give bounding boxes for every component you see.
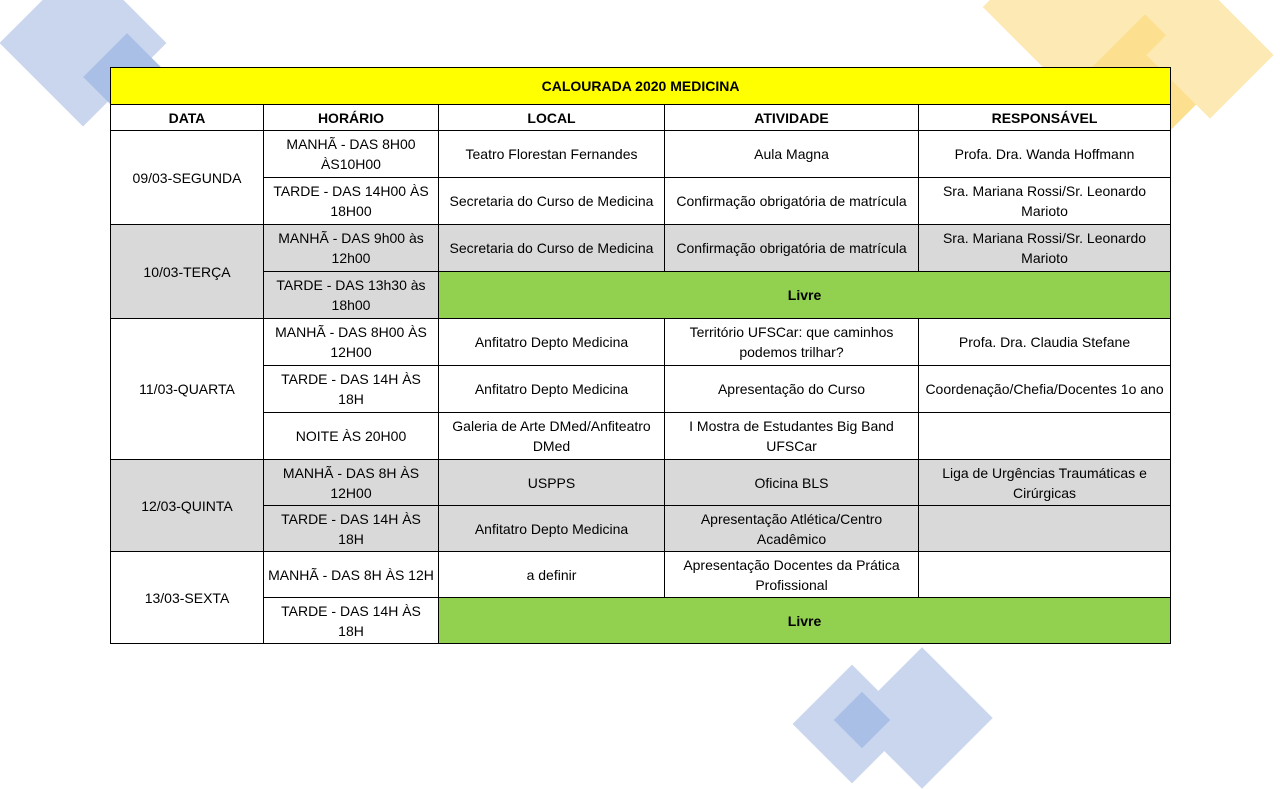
table-row xyxy=(111,178,1171,225)
date-cell: 09/03-SEGUNDA xyxy=(111,131,264,225)
location-cell: Teatro Florestan Fernandes xyxy=(439,131,665,178)
responsible-cell: Coordenação/Chefia/Docentes 1o ano xyxy=(919,366,1171,413)
responsible-cell xyxy=(919,413,1171,460)
table-row xyxy=(111,366,1171,413)
responsible-cell: Profa. Dra. Wanda Hoffmann xyxy=(919,131,1171,178)
responsible-cell: Liga de Urgências Traumáticas e Cirúrgicas xyxy=(919,460,1171,506)
activity-cell: Oficina BLS xyxy=(665,460,919,506)
table-row xyxy=(111,272,1171,319)
date-cell: 13/03-SEXTA xyxy=(111,552,264,644)
time-cell: TARDE - DAS 14H ÀS 18H xyxy=(264,506,439,552)
time-cell: TARDE - DAS 13h30 às 18h00 xyxy=(264,272,439,319)
date-cell: 11/03-QUARTA xyxy=(111,319,264,460)
time-cell: TARDE - DAS 14H ÀS 18H xyxy=(264,366,439,413)
column-header-responsavel: RESPONSÁVEL xyxy=(919,105,1171,131)
activity-cell: Território UFSCar: que caminhos podemos trilhar? xyxy=(665,319,919,366)
responsible-cell xyxy=(919,552,1171,598)
table-row xyxy=(111,460,1171,506)
activity-cell: Aula Magna xyxy=(665,131,919,178)
time-cell: NOITE ÀS 20H00 xyxy=(264,413,439,460)
table-row xyxy=(111,319,1171,366)
column-header-atividade: ATIVIDADE xyxy=(665,105,919,131)
location-cell: Anfitatro Depto Medicina xyxy=(439,506,665,552)
free-period-cell: Livre xyxy=(439,272,1171,319)
time-cell: TARDE - DAS 14H00 ÀS 18H00 xyxy=(264,178,439,225)
activity-cell: Apresentação do Curso xyxy=(665,366,919,413)
time-cell: MANHÃ - DAS 8H00 ÀS10H00 xyxy=(264,131,439,178)
free-period-cell: Livre xyxy=(439,598,1171,644)
location-cell: Secretaria do Curso de Medicina xyxy=(439,225,665,272)
activity-cell: Confirmação obrigatória de matrícula xyxy=(665,178,919,225)
table-row xyxy=(111,506,1171,552)
column-header-horario: HORÁRIO xyxy=(264,105,439,131)
table-title: CALOURADA 2020 MEDICINA xyxy=(111,68,1171,105)
schedule-table xyxy=(110,67,1171,644)
table-row xyxy=(111,131,1171,178)
time-cell: MANHÃ - DAS 8H ÀS 12H xyxy=(264,552,439,598)
location-cell: Secretaria do Curso de Medicina xyxy=(439,178,665,225)
table-row xyxy=(111,552,1171,598)
table-row xyxy=(111,413,1171,460)
activity-cell: Confirmação obrigatória de matrícula xyxy=(665,225,919,272)
responsible-cell: Sra. Mariana Rossi/Sr. Leonardo Marioto xyxy=(919,225,1171,272)
time-cell: MANHÃ - DAS 8H ÀS 12H00 xyxy=(264,460,439,506)
activity-cell: I Mostra de Estudantes Big Band UFSCar xyxy=(665,413,919,460)
column-header-data: DATA xyxy=(111,105,264,131)
responsible-cell: Profa. Dra. Claudia Stefane xyxy=(919,319,1171,366)
table-row xyxy=(111,598,1171,644)
time-cell: MANHÃ - DAS 8H00 ÀS 12H00 xyxy=(264,319,439,366)
column-header-local: LOCAL xyxy=(439,105,665,131)
table-row xyxy=(111,225,1171,272)
location-cell: Galeria de Arte DMed/Anfiteatro DMed xyxy=(439,413,665,460)
location-cell: USPPS xyxy=(439,460,665,506)
activity-cell: Apresentação Atlética/Centro Acadêmico xyxy=(665,506,919,552)
location-cell: Anfitatro Depto Medicina xyxy=(439,319,665,366)
time-cell: TARDE - DAS 14H ÀS 18H xyxy=(264,598,439,644)
responsible-cell: Sra. Mariana Rossi/Sr. Leonardo Marioto xyxy=(919,178,1171,225)
time-cell: MANHÃ - DAS 9h00 às 12h00 xyxy=(264,225,439,272)
activity-cell: Apresentação Docentes da Prática Profissional xyxy=(665,552,919,598)
location-cell: Anfitatro Depto Medicina xyxy=(439,366,665,413)
date-cell: 12/03-QUINTA xyxy=(111,460,264,552)
date-cell: 10/03-TERÇA xyxy=(111,225,264,319)
location-cell: a definir xyxy=(439,552,665,598)
header-row xyxy=(111,105,1171,131)
responsible-cell xyxy=(919,506,1171,552)
title-row xyxy=(111,68,1171,105)
